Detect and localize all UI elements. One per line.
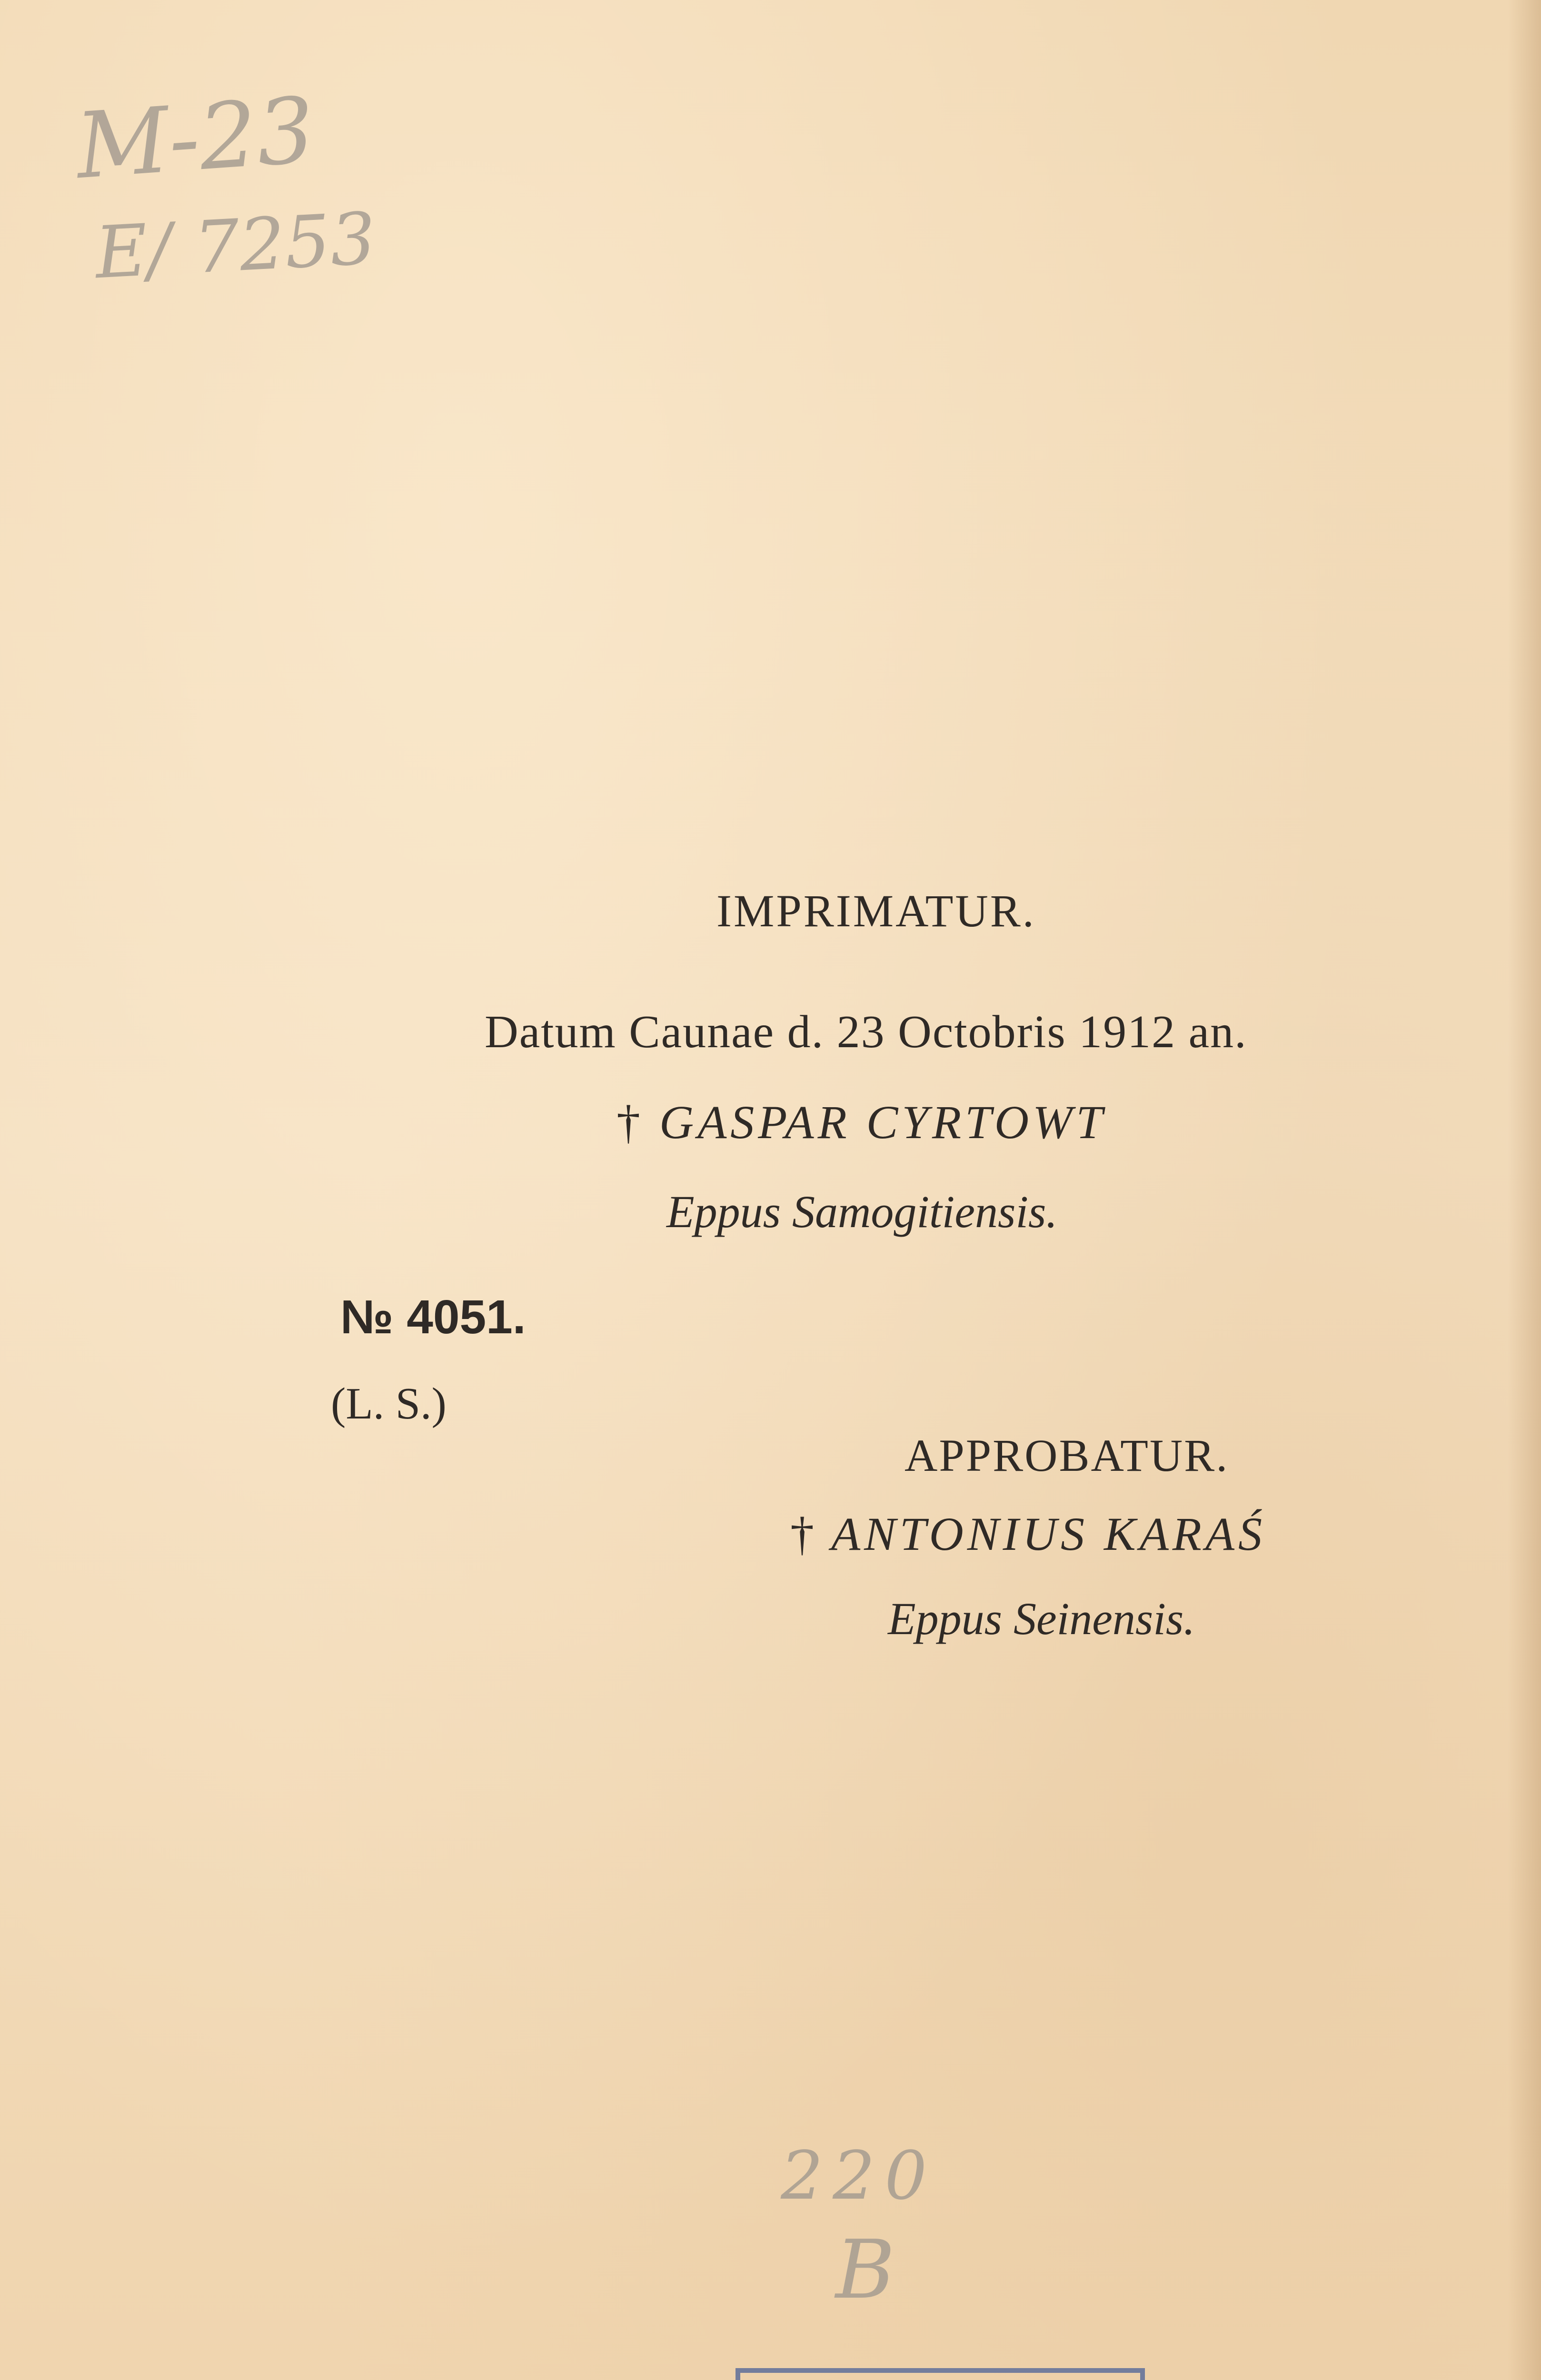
cross-symbol: † — [616, 1096, 640, 1149]
pencil-shelfmark-2: E/ 7253 — [93, 197, 378, 295]
locus-sigilli: (L. S.) — [331, 1379, 447, 1428]
approbatur-signature — [790, 1507, 1266, 1561]
pencil-number: 220 — [781, 2137, 937, 2215]
signatory-name: ANTONIUS KARAŚ — [831, 1507, 1266, 1560]
approbatur-heading: APPROBATUR. — [905, 1430, 1229, 1481]
approbatur-title: Eppus Seinensis. — [888, 1593, 1195, 1644]
imprimatur-datum: Datum Caunae d. 23 Octobris 1912 an. — [485, 1006, 1247, 1058]
pencil-shelfmark-1: M-23 — [72, 77, 318, 199]
imprimatur-heading: IMPRIMATUR. — [716, 885, 1036, 936]
imprimatur-signature — [616, 1095, 1106, 1150]
cross-symbol: † — [790, 1507, 814, 1560]
imprimatur-title: Eppus Samogitiensis. — [666, 1186, 1058, 1237]
page-edge-shadow — [1508, 0, 1541, 2380]
signatory-name: GASPAR CYRTOWT — [659, 1096, 1107, 1149]
pencil-letter: B — [835, 2223, 895, 2317]
show-through-band-1 — [267, 333, 1362, 447]
document-number: № 4051. — [340, 1290, 526, 1344]
library-stamp — [736, 2368, 1145, 2380]
